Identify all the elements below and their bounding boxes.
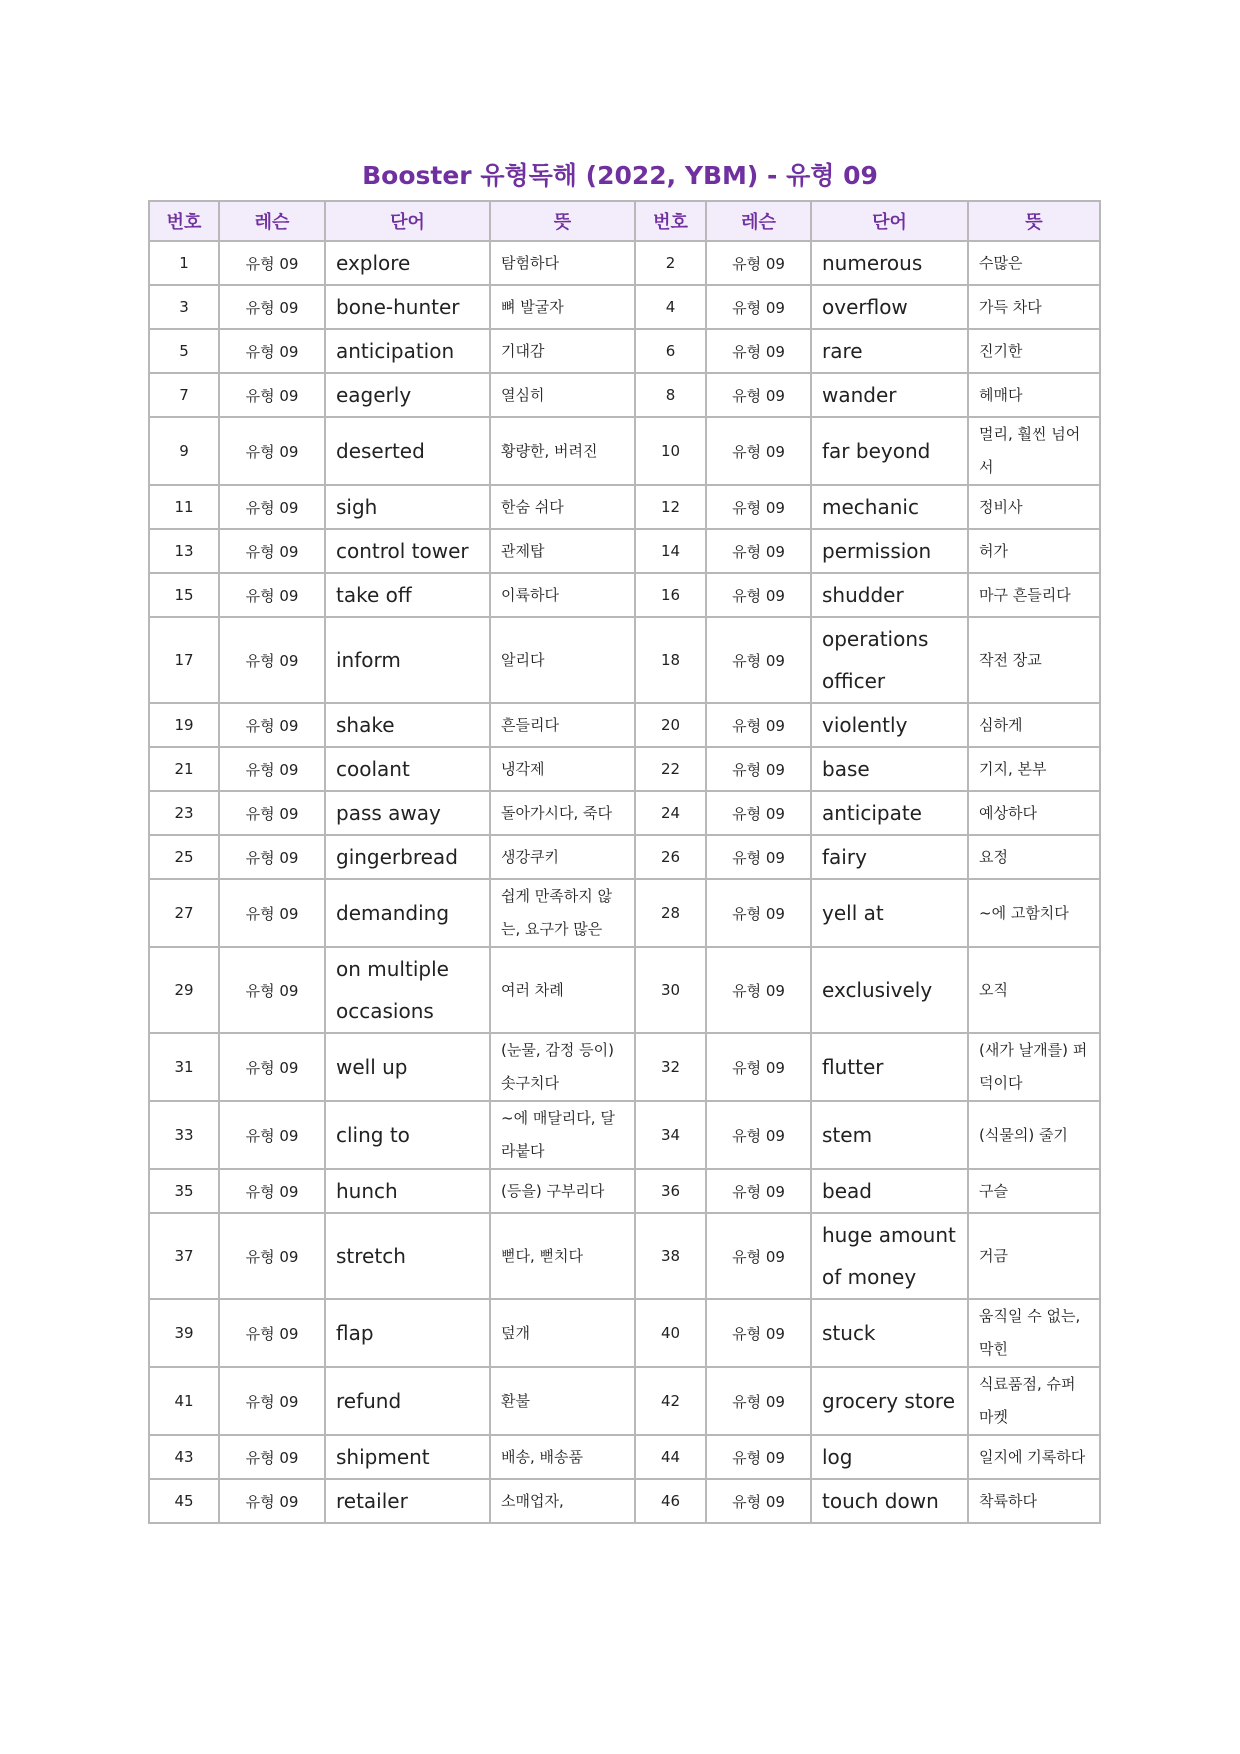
- entry-meaning: ~에 고함치다: [968, 879, 1100, 947]
- entry-word: deserted: [325, 417, 490, 485]
- entry-lesson: 유형 09: [706, 329, 811, 373]
- entry-number: 17: [149, 617, 219, 703]
- header-word: 단어: [811, 201, 968, 241]
- table-row: [149, 417, 1100, 485]
- entry-word: control tower: [325, 529, 490, 573]
- entry-meaning: 뻗다, 뻗치다: [490, 1213, 635, 1299]
- table-row: [149, 529, 1100, 573]
- entry-meaning: 구슬: [968, 1169, 1100, 1213]
- entry-word: refund: [325, 1367, 490, 1435]
- entry-meaning: 기지, 본부: [968, 747, 1100, 791]
- entry-lesson: 유형 09: [219, 1479, 325, 1523]
- entry-lesson: 유형 09: [706, 1033, 811, 1101]
- entry-meaning: 요정: [968, 835, 1100, 879]
- entry-number: 18: [635, 617, 706, 703]
- table-row: [149, 1435, 1100, 1479]
- entry-lesson: 유형 09: [219, 617, 325, 703]
- entry-number: 31: [149, 1033, 219, 1101]
- entry-meaning: 열심히: [490, 373, 635, 417]
- entry-lesson: 유형 09: [219, 835, 325, 879]
- entry-word: stretch: [325, 1213, 490, 1299]
- entry-word: violently: [811, 703, 968, 747]
- entry-meaning: 뼈 발굴자: [490, 285, 635, 329]
- entry-lesson: 유형 09: [219, 1169, 325, 1213]
- entry-number: 23: [149, 791, 219, 835]
- entry-meaning: 거금: [968, 1213, 1100, 1299]
- table-row: [149, 617, 1100, 703]
- header-number: 번호: [149, 201, 219, 241]
- entry-lesson: 유형 09: [219, 485, 325, 529]
- table-row: [149, 485, 1100, 529]
- entry-number: 37: [149, 1213, 219, 1299]
- entry-word: well up: [325, 1033, 490, 1101]
- entry-number: 42: [635, 1367, 706, 1435]
- header-word: 단어: [325, 201, 490, 241]
- entry-number: 45: [149, 1479, 219, 1523]
- entry-number: 11: [149, 485, 219, 529]
- entry-word: base: [811, 747, 968, 791]
- entry-word: huge amount of money: [811, 1213, 968, 1299]
- entry-word: rare: [811, 329, 968, 373]
- table-row: [149, 947, 1100, 1033]
- entry-word: grocery store: [811, 1367, 968, 1435]
- entry-number: 36: [635, 1169, 706, 1213]
- entry-lesson: 유형 09: [706, 1367, 811, 1435]
- table-row: [149, 285, 1100, 329]
- entry-lesson: 유형 09: [219, 529, 325, 573]
- entry-lesson: 유형 09: [706, 1169, 811, 1213]
- entry-number: 46: [635, 1479, 706, 1523]
- entry-lesson: 유형 09: [706, 417, 811, 485]
- entry-word: stuck: [811, 1299, 968, 1367]
- entry-number: 9: [149, 417, 219, 485]
- entry-lesson: 유형 09: [706, 573, 811, 617]
- entry-word: sigh: [325, 485, 490, 529]
- entry-word: permission: [811, 529, 968, 573]
- entry-number: 29: [149, 947, 219, 1033]
- entry-lesson: 유형 09: [219, 285, 325, 329]
- entry-word: stem: [811, 1101, 968, 1169]
- entry-meaning: (식물의) 줄기: [968, 1101, 1100, 1169]
- entry-number: 14: [635, 529, 706, 573]
- entry-lesson: 유형 09: [219, 1299, 325, 1367]
- entry-word: log: [811, 1435, 968, 1479]
- entry-meaning: 마구 흔들리다: [968, 573, 1100, 617]
- entry-lesson: 유형 09: [219, 879, 325, 947]
- entry-number: 7: [149, 373, 219, 417]
- entry-lesson: 유형 09: [706, 241, 811, 285]
- entry-meaning: 작전 장교: [968, 617, 1100, 703]
- entry-word: yell at: [811, 879, 968, 947]
- entry-number: 32: [635, 1033, 706, 1101]
- entry-meaning: 여러 차례: [490, 947, 635, 1033]
- header-lesson: 레슨: [706, 201, 811, 241]
- entry-word: bone-hunter: [325, 285, 490, 329]
- entry-word: flutter: [811, 1033, 968, 1101]
- entry-word: retailer: [325, 1479, 490, 1523]
- entry-word: demanding: [325, 879, 490, 947]
- entry-word: anticipation: [325, 329, 490, 373]
- entry-meaning: 냉각제: [490, 747, 635, 791]
- entry-number: 24: [635, 791, 706, 835]
- entry-lesson: 유형 09: [706, 285, 811, 329]
- entry-word: shipment: [325, 1435, 490, 1479]
- table-row: [149, 835, 1100, 879]
- entry-word: mechanic: [811, 485, 968, 529]
- entry-lesson: 유형 09: [706, 1435, 811, 1479]
- entry-number: 27: [149, 879, 219, 947]
- entry-number: 1: [149, 241, 219, 285]
- table-row: [149, 573, 1100, 617]
- entry-meaning: 한숨 쉬다: [490, 485, 635, 529]
- entry-lesson: 유형 09: [219, 241, 325, 285]
- header-meaning: 뜻: [490, 201, 635, 241]
- entry-meaning: 황량한, 버려진: [490, 417, 635, 485]
- entry-meaning: 허가: [968, 529, 1100, 573]
- entry-number: 33: [149, 1101, 219, 1169]
- entry-meaning: (등을) 구부리다: [490, 1169, 635, 1213]
- entry-word: wander: [811, 373, 968, 417]
- entry-word: fairy: [811, 835, 968, 879]
- entry-lesson: 유형 09: [219, 573, 325, 617]
- vocabulary-table: [148, 200, 1101, 1524]
- table-row: [149, 373, 1100, 417]
- entry-number: 15: [149, 573, 219, 617]
- entry-meaning: (새가 날개를) 퍼덕이다: [968, 1033, 1100, 1101]
- entry-word: overflow: [811, 285, 968, 329]
- entry-number: 8: [635, 373, 706, 417]
- entry-meaning: 오직: [968, 947, 1100, 1033]
- entry-lesson: 유형 09: [706, 791, 811, 835]
- entry-word: flap: [325, 1299, 490, 1367]
- entry-word: take off: [325, 573, 490, 617]
- table-row: [149, 703, 1100, 747]
- entry-lesson: 유형 09: [219, 947, 325, 1033]
- entry-meaning: (눈물, 감정 등이) 솟구치다: [490, 1033, 635, 1101]
- entry-meaning: 심하게: [968, 703, 1100, 747]
- entry-number: 20: [635, 703, 706, 747]
- entry-lesson: 유형 09: [706, 835, 811, 879]
- entry-lesson: 유형 09: [706, 703, 811, 747]
- entry-meaning: ~에 매달리다, 달라붙다: [490, 1101, 635, 1169]
- entry-word: cling to: [325, 1101, 490, 1169]
- entry-word: bead: [811, 1169, 968, 1213]
- entry-lesson: 유형 09: [219, 791, 325, 835]
- table-row: [149, 1479, 1100, 1523]
- entry-number: 19: [149, 703, 219, 747]
- table-row: [149, 1299, 1100, 1367]
- entry-meaning: 생강쿠키: [490, 835, 635, 879]
- table-row: [149, 791, 1100, 835]
- entry-number: 2: [635, 241, 706, 285]
- entry-lesson: 유형 09: [706, 879, 811, 947]
- entry-meaning: 쉽게 만족하지 않는, 요구가 많은: [490, 879, 635, 947]
- table-row: [149, 1033, 1100, 1101]
- entry-meaning: 알리다: [490, 617, 635, 703]
- entry-number: 25: [149, 835, 219, 879]
- entry-lesson: 유형 09: [219, 1367, 325, 1435]
- entry-word: shake: [325, 703, 490, 747]
- entry-number: 38: [635, 1213, 706, 1299]
- entry-number: 4: [635, 285, 706, 329]
- header-meaning: 뜻: [968, 201, 1100, 241]
- entry-lesson: 유형 09: [706, 747, 811, 791]
- table-row: [149, 747, 1100, 791]
- entry-word: anticipate: [811, 791, 968, 835]
- table-row: [149, 241, 1100, 285]
- entry-meaning: 진기한: [968, 329, 1100, 373]
- entry-lesson: 유형 09: [706, 1299, 811, 1367]
- entry-meaning: 이륙하다: [490, 573, 635, 617]
- entry-word: inform: [325, 617, 490, 703]
- entry-word: numerous: [811, 241, 968, 285]
- entry-word: hunch: [325, 1169, 490, 1213]
- entry-word: on multiple occasions: [325, 947, 490, 1033]
- entry-lesson: 유형 09: [706, 1213, 811, 1299]
- entry-meaning: 멀리, 훨씬 넘어서: [968, 417, 1100, 485]
- table-row: [149, 1169, 1100, 1213]
- entry-number: 39: [149, 1299, 219, 1367]
- page-title: Booster 유형독해 (2022, YBM) - 유형 09: [362, 161, 878, 190]
- entry-number: 44: [635, 1435, 706, 1479]
- entry-word: pass away: [325, 791, 490, 835]
- entry-lesson: 유형 09: [219, 1213, 325, 1299]
- entry-word: shudder: [811, 573, 968, 617]
- entry-number: 22: [635, 747, 706, 791]
- entry-meaning: 소매업자,: [490, 1479, 635, 1523]
- entry-lesson: 유형 09: [706, 617, 811, 703]
- entry-lesson: 유형 09: [706, 373, 811, 417]
- entry-meaning: 수많은: [968, 241, 1100, 285]
- entry-word: far beyond: [811, 417, 968, 485]
- entry-meaning: 움직일 수 없는, 막힌: [968, 1299, 1100, 1367]
- entry-number: 26: [635, 835, 706, 879]
- entry-meaning: 착륙하다: [968, 1479, 1100, 1523]
- entry-meaning: 탐험하다: [490, 241, 635, 285]
- entry-lesson: 유형 09: [219, 417, 325, 485]
- entry-word: eagerly: [325, 373, 490, 417]
- entry-lesson: 유형 09: [706, 947, 811, 1033]
- entry-meaning: 배송, 배송품: [490, 1435, 635, 1479]
- entry-number: 35: [149, 1169, 219, 1213]
- entry-meaning: 예상하다: [968, 791, 1100, 835]
- entry-meaning: 흔들리다: [490, 703, 635, 747]
- entry-meaning: 일지에 기록하다: [968, 1435, 1100, 1479]
- entry-meaning: 관제탑: [490, 529, 635, 573]
- entry-word: coolant: [325, 747, 490, 791]
- entry-lesson: 유형 09: [706, 529, 811, 573]
- entry-meaning: 헤매다: [968, 373, 1100, 417]
- header-row: [149, 201, 1100, 241]
- entry-number: 21: [149, 747, 219, 791]
- entry-lesson: 유형 09: [706, 1101, 811, 1169]
- table-row: [149, 1101, 1100, 1169]
- entry-number: 41: [149, 1367, 219, 1435]
- entry-lesson: 유형 09: [219, 373, 325, 417]
- table-row: [149, 1367, 1100, 1435]
- entry-lesson: 유형 09: [219, 747, 325, 791]
- entry-number: 40: [635, 1299, 706, 1367]
- table-row: [149, 329, 1100, 373]
- entry-number: 43: [149, 1435, 219, 1479]
- entry-lesson: 유형 09: [706, 1479, 811, 1523]
- entry-lesson: 유형 09: [706, 485, 811, 529]
- entry-meaning: 기대감: [490, 329, 635, 373]
- entry-number: 30: [635, 947, 706, 1033]
- entry-lesson: 유형 09: [219, 1435, 325, 1479]
- entry-meaning: 가득 차다: [968, 285, 1100, 329]
- entry-number: 16: [635, 573, 706, 617]
- entry-word: operations officer: [811, 617, 968, 703]
- entry-number: 5: [149, 329, 219, 373]
- entry-number: 10: [635, 417, 706, 485]
- entry-number: 13: [149, 529, 219, 573]
- entry-meaning: 덮개: [490, 1299, 635, 1367]
- entry-meaning: 정비사: [968, 485, 1100, 529]
- entry-lesson: 유형 09: [219, 329, 325, 373]
- header-lesson: 레슨: [219, 201, 325, 241]
- entry-meaning: 돌아가시다, 죽다: [490, 791, 635, 835]
- entry-meaning: 식료품점, 슈퍼마켓: [968, 1367, 1100, 1435]
- entry-meaning: 환불: [490, 1367, 635, 1435]
- entry-number: 28: [635, 879, 706, 947]
- entry-number: 34: [635, 1101, 706, 1169]
- entry-number: 3: [149, 285, 219, 329]
- entry-lesson: 유형 09: [219, 1033, 325, 1101]
- entry-lesson: 유형 09: [219, 1101, 325, 1169]
- entry-number: 12: [635, 485, 706, 529]
- table-row: [149, 1213, 1100, 1299]
- entry-word: exclusively: [811, 947, 968, 1033]
- entry-word: explore: [325, 241, 490, 285]
- entry-word: touch down: [811, 1479, 968, 1523]
- header-number: 번호: [635, 201, 706, 241]
- entry-lesson: 유형 09: [219, 703, 325, 747]
- table-row: [149, 879, 1100, 947]
- entry-word: gingerbread: [325, 835, 490, 879]
- entry-number: 6: [635, 329, 706, 373]
